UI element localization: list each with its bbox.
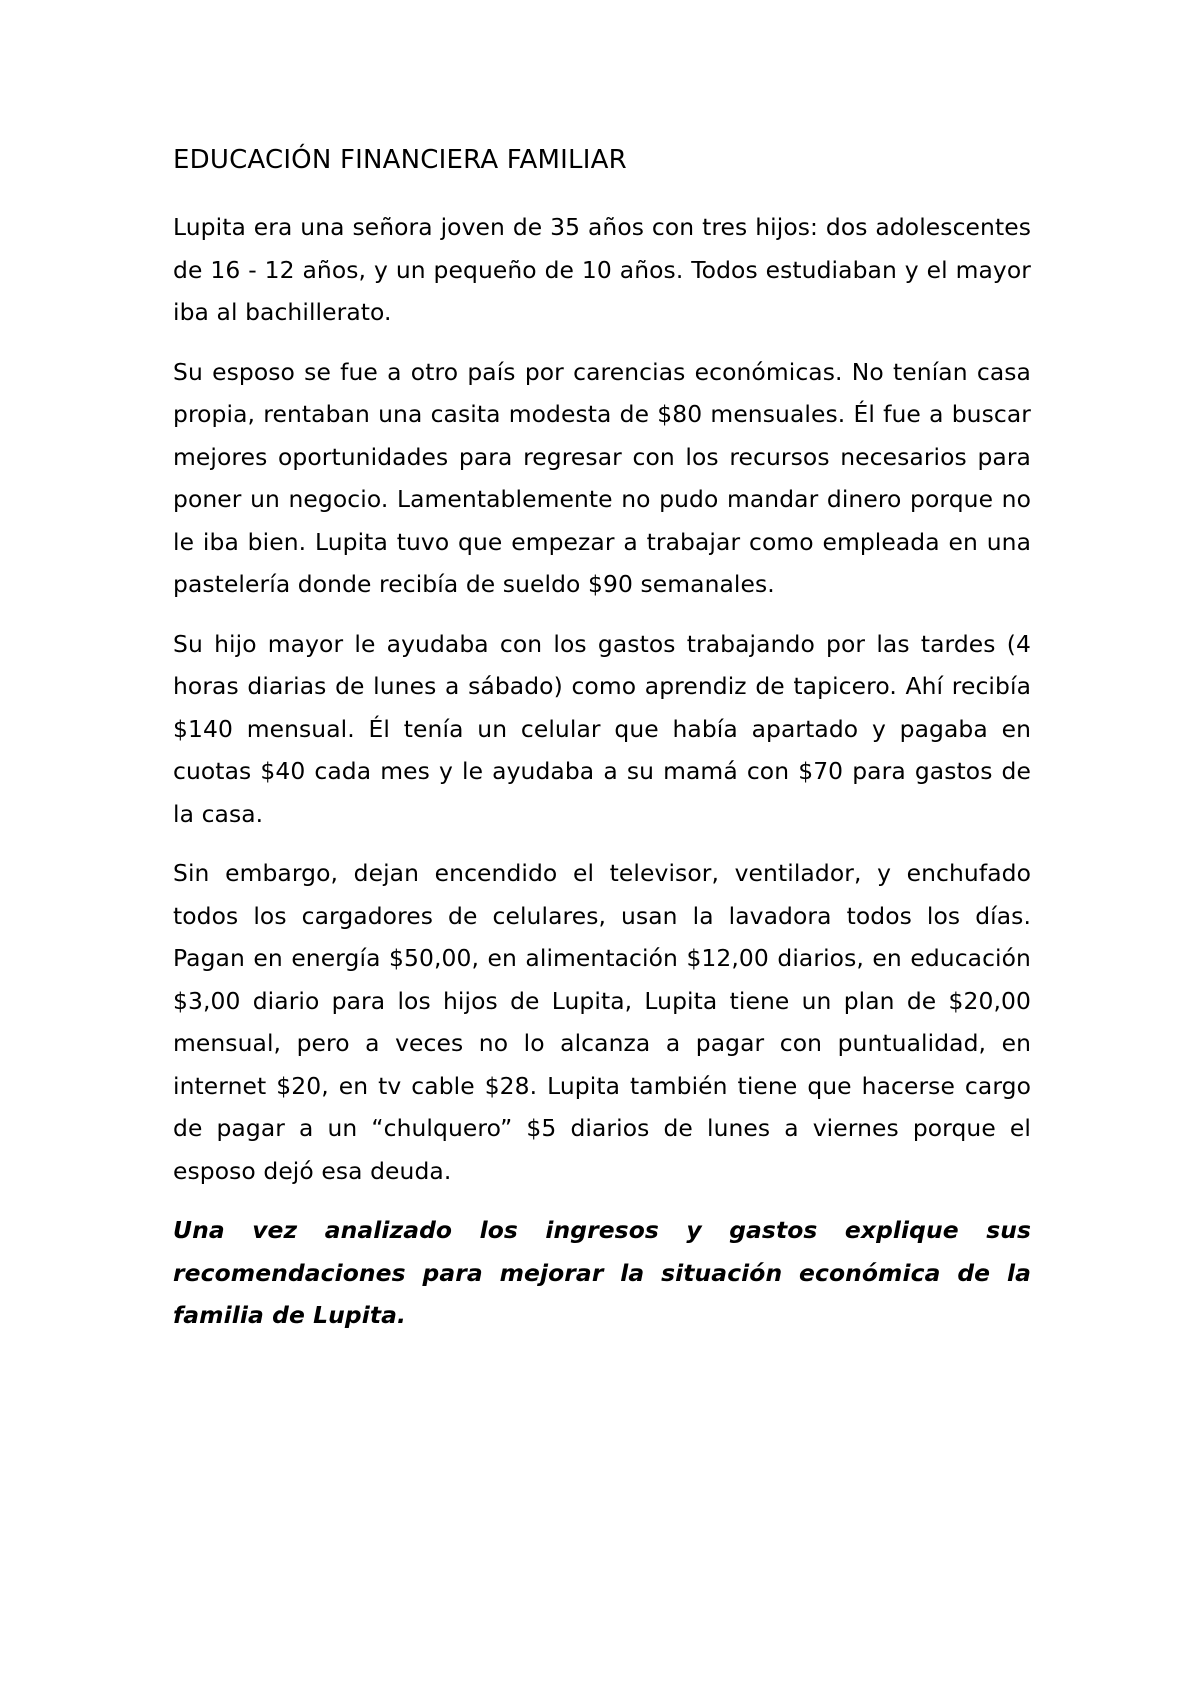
document-title: EDUCACIÓN FINANCIERA FAMILIAR xyxy=(173,145,627,175)
paragraph-husband-and-work: Su esposo se fue a otro país por carencias económicas. No tenían casa propia, rentaban una casita modesta de $80 mensuales. Él fue a buscar mejores oportunidades para regresar con los recursos necesarios para poner un negocio. Lamentablemente no pudo mandar dinero porque no le iba bien. Lupita tuvo que empezar a trabajar como empleada en una pastelería donde recibía de sueldo $90 semanales. xyxy=(173,357,1031,598)
paragraph-expenses: Sin embargo, dejan encendido el televisor, ventilador, y enchufado todos los cargadores de celulares, usan la lavadora todos los días. Pagan en energía $50,00, en alimentación $12,00 diarios, en educación $3,00 diario para los hijos de Lupita, Lupita tiene un plan de $20,00 mensual, pero a veces no lo alcanza a pagar con puntualidad, en internet $20, en tv cable $28. Lupita también tiene que hacerse cargo de pagar a un “chulquero” $5 diarios de lunes a viernes porque el esposo dejó esa deuda. xyxy=(173,859,1031,1185)
assignment-question: Una vez analizado los ingresos y gastos explique sus recomendaciones para mejorar la situación económica de la familia de Lupita. xyxy=(173,1216,1031,1329)
document-body xyxy=(173,140,1031,1354)
paragraph-family-intro: Lupita era una señora joven de 35 años con tres hijos: dos adolescentes de 16 - 12 años, y un pequeño de 10 años. Todos estudiaban y el mayor iba al bachillerato. xyxy=(173,213,1031,326)
paragraph-son-income: Su hijo mayor le ayudaba con los gastos trabajando por las tardes (4 horas diarias de lunes a sábado) como aprendiz de tapicero. Ahí recibía $140 mensual. Él tenía un celular que había apartado y pagaba en cuotas $40 cada mes y le ayudaba a su mamá con $70 para gastos de la casa. xyxy=(173,629,1031,828)
